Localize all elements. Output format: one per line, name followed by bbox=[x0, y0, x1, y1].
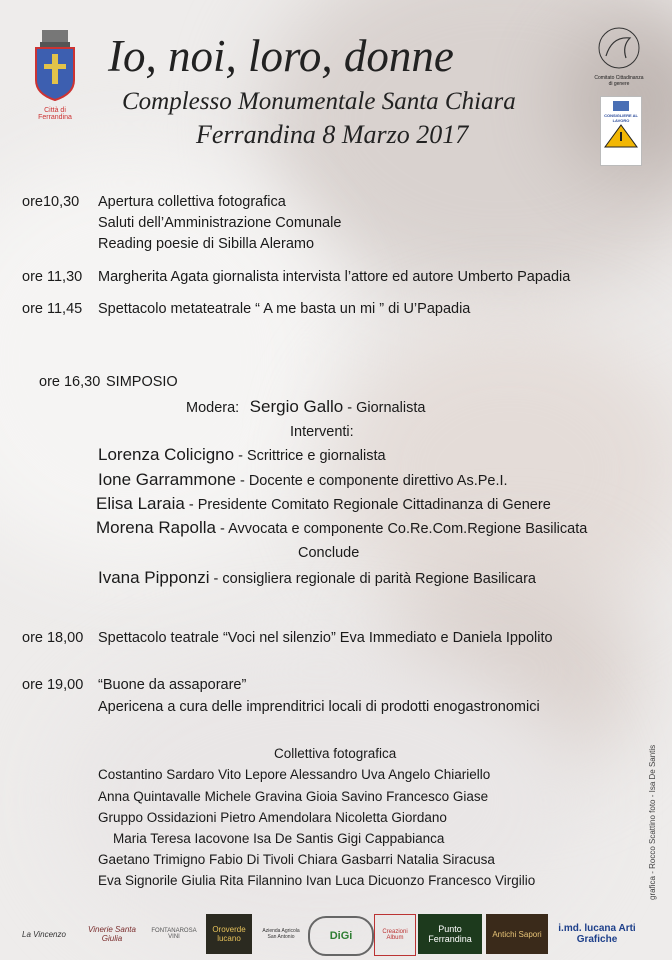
photographers-label: Collettiva fotografica bbox=[274, 746, 397, 761]
sponsor-logo: FONTANAROSA VINI bbox=[151, 928, 197, 940]
concludes-label: Conclude bbox=[298, 545, 360, 561]
photographers-row: Gruppo Ossidazioni Pietro Amendolara Nicoletta Giordano bbox=[98, 810, 447, 825]
sponsor-logo: Punto Ferrandina bbox=[418, 914, 482, 954]
date-line: Ferrandina 8 Marzo 2017 bbox=[196, 120, 469, 149]
moderator-name: Sergio Gallo bbox=[249, 397, 344, 416]
speaker-row bbox=[98, 445, 386, 465]
time-1145: ore 11,45 bbox=[22, 301, 83, 317]
photographers-row: Gaetano Trimigno Fabio Di Tivoli Chiara Gasbarri Natalia Siracusa bbox=[98, 852, 495, 867]
ferrandina-crest-logo bbox=[28, 28, 82, 121]
speaker-role: - Avvocata e componente Co.Re.Com.Regione Basilicata bbox=[216, 521, 588, 537]
speaker-row bbox=[96, 518, 587, 538]
time-1900: ore 19,00 bbox=[22, 677, 84, 693]
venue-subtitle: Complesso Monumentale Santa Chiara bbox=[122, 88, 516, 115]
event-line: Apertura collettiva fotografica bbox=[98, 194, 286, 210]
time-1030: ore10,30 bbox=[22, 194, 80, 210]
speaker-name: Morena Rapolla bbox=[96, 518, 217, 537]
speaker-name: Elisa Laraia bbox=[96, 494, 185, 513]
event-line: Saluti dell’Amministrazione Comunale bbox=[98, 215, 342, 231]
consigliere-lavoro-logo bbox=[600, 96, 642, 166]
event-line: Spettacolo metateatrale “ A me basta un mi ” di U’Papadia bbox=[98, 301, 471, 317]
closing-speaker-row bbox=[98, 568, 536, 588]
time-1630: ore 16,30 bbox=[39, 374, 101, 390]
sponsor-logo: Antichi Sapori bbox=[486, 914, 548, 954]
sponsor-logo: Azienda Agricola San Antonio bbox=[262, 928, 300, 940]
time-1800: ore 18,00 bbox=[22, 630, 84, 646]
speaker-name: Ione Garrammone bbox=[98, 470, 236, 489]
sponsor-logo: DiGi bbox=[308, 916, 374, 956]
photographers-row: Anna Quintavalle Michele Gravina Gioia Savino Francesco Giase bbox=[98, 789, 489, 804]
graphics-credit: grafica - Rocco Scattino foto - Isa De Santis bbox=[648, 744, 657, 900]
cittadinanza-caption: Comitato Cittadinanza di genere bbox=[594, 75, 644, 87]
interventions-label: Interventi: bbox=[290, 424, 354, 440]
sponsor-logo: Oroverde lucano bbox=[206, 914, 252, 954]
photographers-row: Maria Teresa Iacovone Isa De Santis Gigi Cappabianca bbox=[113, 831, 445, 846]
event-line: Reading poesie di Sibilla Aleramo bbox=[98, 236, 315, 252]
time-1130: ore 11,30 bbox=[22, 269, 83, 285]
sponsor-logo: i.md. lucana Arti Grafiche bbox=[558, 923, 636, 945]
event-line: Margherita Agata giornalista intervista l’attore ed autore Umberto Papadia bbox=[98, 269, 571, 285]
speaker-name: Lorenza Colicigno bbox=[98, 445, 235, 464]
photographers-row: Costantino Sardaro Vito Lepore Alessandro Uva Angelo Chiariello bbox=[98, 767, 491, 782]
event-line: “Buone da assaporare” bbox=[98, 677, 247, 693]
speaker-role: - Docente e componente direttivo As.Pe.I. bbox=[235, 473, 508, 489]
sponsor-logo: La Vincenzo bbox=[22, 929, 66, 939]
event-line: Apericena a cura delle imprenditrici locali di prodotti enogastronomici bbox=[98, 699, 540, 715]
speaker-row bbox=[96, 494, 551, 514]
moderator-line bbox=[186, 397, 425, 417]
speaker-role: - Presidente Comitato Regionale Cittadinanza di Genere bbox=[184, 497, 551, 513]
sponsor-logo: Creazioni Album bbox=[374, 914, 416, 956]
speaker-row bbox=[98, 470, 508, 490]
speaker-role: - consigliera regionale di parità Regione Basilicara bbox=[209, 571, 536, 587]
page-title: Io, noi, loro, donne bbox=[108, 31, 454, 81]
speaker-name: Ivana Pipponzi bbox=[98, 568, 210, 587]
speaker-role: - Scrittrice e giornalista bbox=[234, 448, 386, 464]
event-line: Spettacolo teatrale “Voci nel silenzio” Eva Immediato e Daniela Ippolito bbox=[98, 630, 553, 646]
moderator-role: - Giornalista bbox=[343, 400, 426, 416]
warning-sign-icon bbox=[601, 123, 641, 149]
sponsor-logo: Vinerie Santa Giulia bbox=[88, 925, 136, 943]
photographers-row: Eva Signorile Giulia Rita Filannino Ivan Luca Dicuonzo Francesco Virgilio bbox=[98, 873, 536, 888]
consigliere-caption: CONSIGLIERE AL LAVORO bbox=[604, 113, 638, 123]
symposium-label: SIMPOSIO bbox=[106, 374, 178, 390]
crest-caption: Città di Ferrandina bbox=[38, 107, 72, 121]
moderator-prefix: Modera: bbox=[186, 400, 240, 416]
cittadinanza-genere-logo bbox=[592, 26, 646, 88]
